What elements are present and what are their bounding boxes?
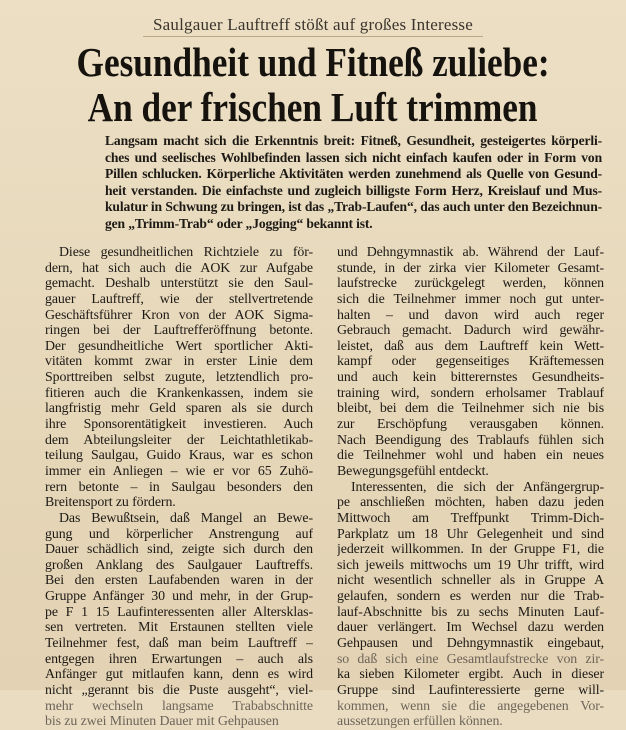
text-line: Pillen schlucken. Körperliche Aktivitäten werden zunehmend als Quelle von Gesund- bbox=[105, 166, 602, 182]
kicker-text: Saulgauer Lauftreff stößt auf großes Interesse bbox=[143, 14, 483, 37]
text-line: Parkplatz um 18 Uhr Gelegenheit und sind bbox=[337, 526, 604, 542]
headline-line-1 bbox=[0, 40, 626, 84]
text-line: sich die Teilnehmer immer noch gut unter- bbox=[337, 291, 604, 307]
text-line: ka sieben Kilometer ergibt. Auch in dieser bbox=[337, 667, 604, 683]
headline-text: An der frischen Luft trimmen bbox=[88, 84, 538, 130]
text-line: teilung Saulgau, Guido Kraus, war es schon bbox=[45, 448, 313, 464]
text-line: so daß sich eine Gesamtlaufstrecke von zir- bbox=[337, 651, 604, 667]
text-line: nicht wesentlich schneller als in Gruppe A bbox=[337, 573, 604, 589]
text-line: laufstrecke zurückgelegt werden, können bbox=[337, 276, 604, 292]
text-line: aussetzungen erfüllen können. bbox=[337, 714, 503, 730]
text-line: Langsam macht sich die Erkenntnis breit: Fitneß, Gesundheit, gesteigertes körperli- bbox=[105, 133, 602, 148]
text-line: langfristig mehr Geld sparen als sie durch bbox=[45, 401, 313, 417]
text-line: und Dehngymnastik ab. Während der Lauf- bbox=[337, 245, 604, 260]
text-line: dern, hat sich auch die AOK zur Aufgabe bbox=[45, 260, 313, 276]
text-line: kampf oder gegenseitiges Kräftemessen bbox=[337, 354, 604, 370]
text-line: kulatur in Schwung zu bringen, ist das „Trab-Laufen“, das auch unter den Bezeichnun- bbox=[105, 199, 602, 215]
text-line: und auch kein bitterernstes Gesundheits- bbox=[337, 370, 604, 386]
text-line: rern betonte – in Saulgau besonders den bbox=[45, 479, 313, 495]
text-line: stunde, in der zirka vier Kilometer Gesamt- bbox=[337, 260, 604, 276]
text-line: bleibt, bei dem die Teilnehmer sich nie bis bbox=[337, 401, 604, 417]
text-line: Das Bewußtsein, daß Mangel an Bewe- bbox=[59, 510, 313, 526]
text-line: pe anschließen möchten, haben dazu jeden bbox=[337, 495, 604, 511]
kicker bbox=[0, 14, 626, 37]
text-line: Anfänger gut mitlaufen kann, denn es wird bbox=[45, 667, 313, 683]
text-line: Geschäftsführer Kron von der AOK Sigma- bbox=[45, 307, 313, 323]
text-line: dem Abteilungsleiter der Leichtathletikab- bbox=[45, 432, 313, 448]
text-line: Teilnehmer fest, daß man beim Lauftreff – bbox=[45, 636, 313, 652]
text-line: training wird, sondern erholsamer Trablauf bbox=[337, 385, 604, 401]
text-line: großen Anklang des Saulgauer Lauftreffs. bbox=[45, 557, 313, 573]
text-line: leistet, daß aus dem Lauftreff kein Wett- bbox=[337, 338, 604, 354]
text-line: Sporttreiben selbst zugute, letztendlich pro- bbox=[45, 370, 313, 386]
text-line: Breitensport zu fördern. bbox=[45, 495, 176, 511]
text-line: sen vertreten. Mit Erstaunen stellten viele bbox=[45, 620, 313, 636]
text-line: Dauer schädlich sind, zeigte sich durch den bbox=[45, 542, 313, 558]
text-line: Bewegungsgefühl entdeckt. bbox=[337, 463, 489, 479]
right-column bbox=[337, 245, 604, 730]
text-line: jederzeit willkommen. In der Gruppe F1, die bbox=[337, 542, 604, 558]
text-line: Der gesundheitliche Wert sportlicher Akti- bbox=[45, 338, 313, 354]
text-line: pe F 1 15 Laufinteressenten aller Altersklas- bbox=[45, 604, 313, 620]
headline-text: Gesundheit und Fitneß zuliebe: bbox=[76, 39, 550, 85]
text-line: Bei den ersten Laufabenden waren in der bbox=[45, 573, 313, 589]
text-line: immer ein Anliegen – wie er vor 65 Zuhö- bbox=[45, 463, 313, 479]
text-line: dauer verlängert. Im Wechsel dazu werden bbox=[337, 620, 604, 636]
text-line: heit verstanden. Die einfachste und zugleich billigste Form Herz, Kreislauf und Mus- bbox=[105, 182, 602, 198]
text-line: halten – und davon wird auch reger bbox=[337, 307, 604, 323]
headline-line-2 bbox=[0, 85, 626, 129]
text-line: gung und körperlicher Anstrengung auf bbox=[45, 526, 313, 542]
text-line: Interessenten, die sich der Anfängergrup- bbox=[351, 479, 604, 495]
text-line: gen „Trimm-Trab“ oder „Jogging“ bekannt ist. bbox=[105, 215, 373, 231]
text-line: Gebrauch gemacht. Dadurch wird gewähr- bbox=[337, 323, 604, 339]
text-line: Nach Beendigung des Trablaufs fühlen sich bbox=[337, 432, 604, 448]
text-line: mehr wechseln langsame Trababschnitte bbox=[45, 698, 313, 714]
text-line: sich jeweils mittwochs um 19 Uhr trifft, wird bbox=[337, 557, 604, 573]
text-line: zur Erschöpfung verausgaben können. bbox=[337, 417, 604, 433]
text-line: die Teilnehmer wohl und haben ein neues bbox=[337, 448, 604, 464]
text-line: nicht „gerannt bis die Puste ausgeht“, viel- bbox=[45, 682, 313, 698]
lead-paragraph bbox=[105, 133, 602, 233]
text-line: gauer Lauftreff, wie der stellvertretende bbox=[45, 291, 313, 307]
text-line: lauf-Abschnitte bis zu sechs Minuten Lauf- bbox=[337, 604, 604, 620]
text-line: ches und seelisches Wohlbefinden lassen sich nicht einfach kaufen oder in Form von bbox=[105, 149, 602, 165]
text-line: vitäten kommt zwar in erster Linie dem bbox=[45, 354, 313, 370]
text-line: kommen, wenn sie die angegebenen Vor- bbox=[337, 698, 604, 714]
text-line: Gruppe Anfänger 30 und mehr, in der Grup- bbox=[45, 589, 313, 605]
text-line: Gruppe sind Laufinteressierte gerne will- bbox=[337, 682, 604, 698]
text-line: Diese gesundheitlichen Richtziele zu för- bbox=[59, 245, 313, 260]
text-line: ringen bei der Lauftrefferöffnung betonte. bbox=[45, 323, 313, 339]
text-line: fitieren auch die Krankenkassen, indem sie bbox=[45, 385, 313, 401]
text-line: bis zu zwei Minuten Dauer mit Gehpausen bbox=[45, 714, 279, 730]
text-line: gemacht. Deshalb unterstützt sie den Saul- bbox=[45, 276, 313, 292]
text-line: gelaufen, sondern es werden nur die Trab- bbox=[337, 589, 604, 605]
left-column bbox=[45, 245, 313, 730]
text-line: Mittwoch am Treffpunkt Trimm-Dich- bbox=[337, 510, 604, 526]
text-line: entgegen ihren Erwartungen – auch als bbox=[45, 651, 313, 667]
text-line: Gehpausen und Dehngymnastik eingebaut, bbox=[337, 636, 604, 652]
text-line: ihre Sponsorentätigkeit investieren. Auch bbox=[45, 417, 313, 433]
